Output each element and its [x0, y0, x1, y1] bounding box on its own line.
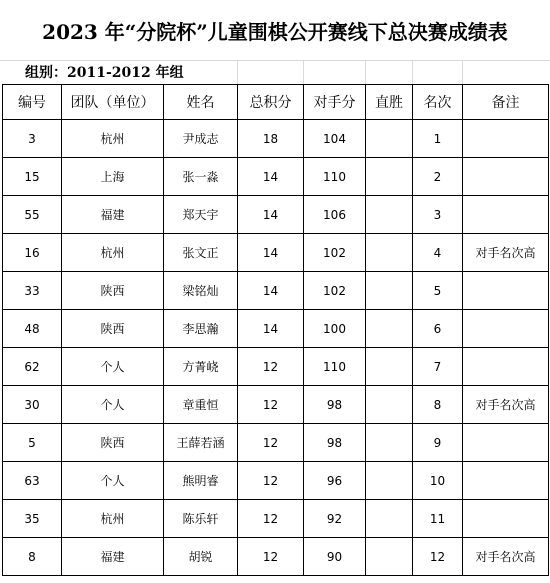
cell-opponent-score: 96 [304, 462, 366, 500]
header-row [3, 85, 549, 120]
cell-rank: 2 [413, 158, 463, 196]
cell-id: 35 [3, 500, 62, 538]
cell-points: 14 [238, 310, 304, 348]
cell-rank: 9 [413, 424, 463, 462]
cell-name: 章重恒 [164, 386, 238, 424]
cell-id: 48 [3, 310, 62, 348]
cell-name: 张一淼 [164, 158, 238, 196]
cell-rank: 11 [413, 500, 463, 538]
cell-team: 陕西 [62, 310, 164, 348]
cell-team: 福建 [62, 196, 164, 234]
header-name: 姓名 [164, 85, 238, 120]
cell-name: 李思瀚 [164, 310, 238, 348]
cell-note [463, 196, 549, 234]
cell-points: 14 [238, 196, 304, 234]
cell-direct-win [366, 196, 413, 234]
header-direct-win: 直胜 [366, 85, 413, 120]
cell-note [463, 462, 549, 500]
cell-rank: 4 [413, 234, 463, 272]
cell-rank: 8 [413, 386, 463, 424]
cell-id: 15 [3, 158, 62, 196]
header-note: 备注 [463, 85, 549, 120]
table-row [3, 196, 549, 234]
cell-direct-win [366, 500, 413, 538]
cell-team: 上海 [62, 158, 164, 196]
cell-id: 33 [3, 272, 62, 310]
group-row [0, 60, 550, 85]
cell-id: 55 [3, 196, 62, 234]
cell-opponent-score: 106 [304, 196, 366, 234]
cell-name: 郑天宇 [164, 196, 238, 234]
table-row [3, 500, 549, 538]
cell-team: 个人 [62, 386, 164, 424]
cell-note [463, 272, 549, 310]
cell-rank: 5 [413, 272, 463, 310]
cell-note [463, 158, 549, 196]
cell-rank: 7 [413, 348, 463, 386]
cell-id: 8 [3, 538, 62, 576]
cell-opponent-score: 102 [304, 272, 366, 310]
table-row [3, 462, 549, 500]
table-row [3, 158, 549, 196]
table-row [3, 386, 549, 424]
cell-note [463, 120, 549, 158]
cell-rank: 10 [413, 462, 463, 500]
table-row [3, 234, 549, 272]
cell-note [463, 348, 549, 386]
cell-id: 63 [3, 462, 62, 500]
header-team: 团队（单位） [62, 85, 164, 120]
cell-opponent-score: 110 [304, 158, 366, 196]
cell-direct-win [366, 272, 413, 310]
header-id: 编号 [3, 85, 62, 120]
cell-id: 3 [3, 120, 62, 158]
cell-note: 对手名次高 [463, 538, 549, 576]
cell-name: 王薛若涵 [164, 424, 238, 462]
header-points: 总积分 [238, 85, 304, 120]
cell-note: 对手名次高 [463, 386, 549, 424]
table-row [3, 120, 549, 158]
cell-direct-win [366, 462, 413, 500]
cell-points: 14 [238, 234, 304, 272]
cell-name: 方菁峣 [164, 348, 238, 386]
cell-team: 杭州 [62, 234, 164, 272]
cell-points: 12 [238, 538, 304, 576]
table-row [3, 272, 549, 310]
sheet-title: 2023 年“分院杯”儿童围棋公开赛线下总决赛成绩表 [42, 19, 508, 44]
cell-rank: 3 [413, 196, 463, 234]
cell-direct-win [366, 386, 413, 424]
gridline [462, 61, 463, 85]
cell-team: 陕西 [62, 424, 164, 462]
cell-direct-win [366, 234, 413, 272]
cell-opponent-score: 92 [304, 500, 366, 538]
cell-direct-win [366, 424, 413, 462]
cell-points: 18 [238, 120, 304, 158]
table-row [3, 424, 549, 462]
cell-note [463, 310, 549, 348]
cell-name: 尹成志 [164, 120, 238, 158]
cell-note [463, 424, 549, 462]
cell-team: 福建 [62, 538, 164, 576]
cell-direct-win [366, 158, 413, 196]
cell-direct-win [366, 120, 413, 158]
header-opponent-score: 对手分 [304, 85, 366, 120]
cell-name: 梁铭灿 [164, 272, 238, 310]
cell-points: 14 [238, 158, 304, 196]
table-row [3, 310, 549, 348]
cell-opponent-score: 90 [304, 538, 366, 576]
cell-points: 12 [238, 348, 304, 386]
cell-opponent-score: 98 [304, 386, 366, 424]
cell-opponent-score: 110 [304, 348, 366, 386]
cell-team: 杭州 [62, 500, 164, 538]
cell-team: 杭州 [62, 120, 164, 158]
cell-name: 胡锐 [164, 538, 238, 576]
cell-name: 熊明睿 [164, 462, 238, 500]
cell-points: 12 [238, 386, 304, 424]
cell-id: 62 [3, 348, 62, 386]
cell-rank: 12 [413, 538, 463, 576]
cell-points: 12 [238, 424, 304, 462]
cell-points: 12 [238, 462, 304, 500]
cell-id: 5 [3, 424, 62, 462]
cell-id: 30 [3, 386, 62, 424]
group-label: 组别：2011-2012 年组 [25, 65, 184, 81]
cell-rank: 1 [413, 120, 463, 158]
cell-name: 张文正 [164, 234, 238, 272]
cell-team: 个人 [62, 462, 164, 500]
cell-id: 16 [3, 234, 62, 272]
cell-note [463, 500, 549, 538]
table-row [3, 348, 549, 386]
cell-team: 个人 [62, 348, 164, 386]
gridline [237, 61, 238, 85]
cell-points: 12 [238, 500, 304, 538]
cell-direct-win [366, 310, 413, 348]
header-rank: 名次 [413, 85, 463, 120]
gridline [412, 61, 413, 85]
cell-name: 陈乐轩 [164, 500, 238, 538]
cell-opponent-score: 104 [304, 120, 366, 158]
cell-opponent-score: 98 [304, 424, 366, 462]
cell-points: 14 [238, 272, 304, 310]
cell-opponent-score: 102 [304, 234, 366, 272]
gridline [365, 61, 366, 85]
cell-rank: 6 [413, 310, 463, 348]
cell-note: 对手名次高 [463, 234, 549, 272]
cell-opponent-score: 100 [304, 310, 366, 348]
table-row [3, 538, 549, 576]
cell-direct-win [366, 348, 413, 386]
results-table [2, 84, 549, 576]
cell-direct-win [366, 538, 413, 576]
gridline [303, 61, 304, 85]
cell-team: 陕西 [62, 272, 164, 310]
